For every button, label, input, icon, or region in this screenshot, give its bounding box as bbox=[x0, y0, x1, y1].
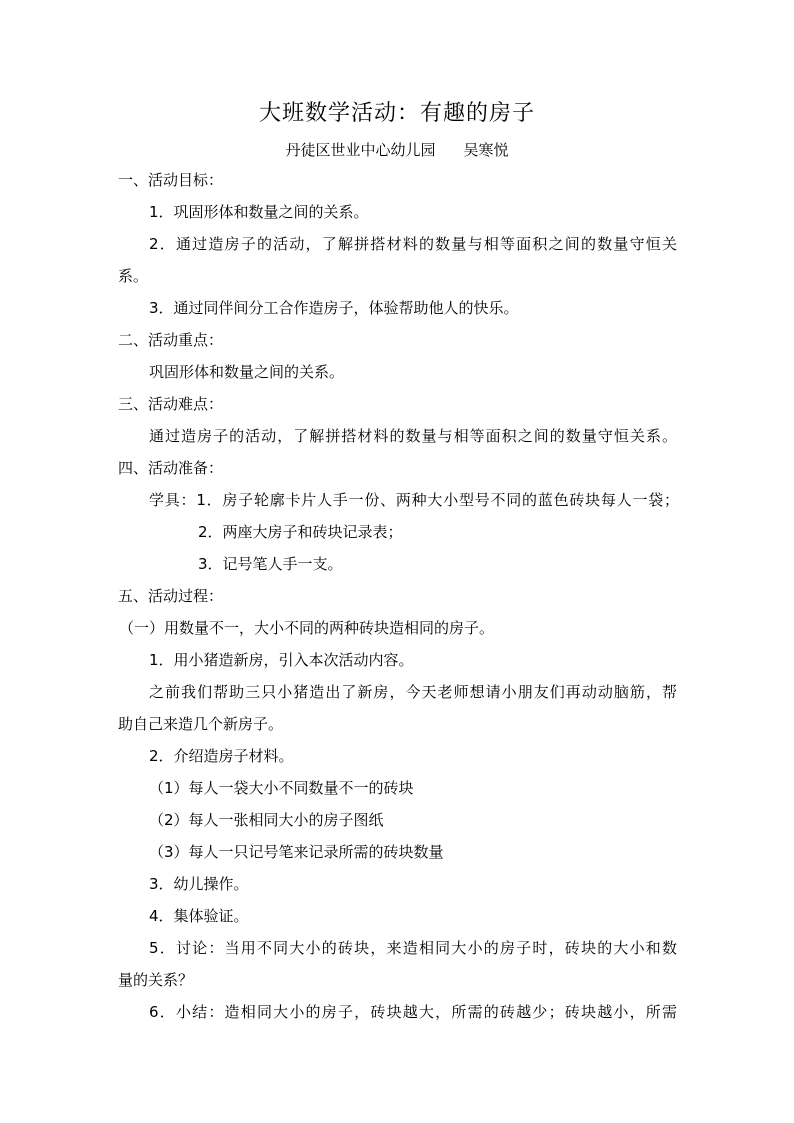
author-line bbox=[0, 138, 794, 162]
process-part-1: （一）用数量不一，大小不同的两种砖块造相同的房子。 bbox=[119, 619, 495, 637]
author-name: 吴寒悦 bbox=[463, 141, 509, 159]
section-heading-goals: 一、活动目标： bbox=[118, 171, 224, 189]
goal-item-2-cont: 系。 bbox=[118, 267, 149, 285]
difficulty-text: 通过造房子的活动，了解拼搭材料的数量与相等面积之间的数量守恒关系。 bbox=[149, 427, 677, 445]
focus-text: 巩固形体和数量之间的关系。 bbox=[149, 363, 345, 381]
material-item-2: （2）每人一张相同大小的房子图纸 bbox=[149, 811, 384, 829]
goal-item-2: 2．通过造房子的活动，了解拼搭材料的数量与相等面积之间的数量守恒关 bbox=[149, 235, 677, 253]
process-step-2: 2．介绍造房子材料。 bbox=[149, 747, 294, 765]
prep-item-2: 2．两座大房子和砖块记录表； bbox=[198, 523, 403, 541]
goal-item-1: 1．巩固形体和数量之间的关系。 bbox=[149, 203, 369, 221]
process-paragraph-cont: 助自己来造几个新房子。 bbox=[118, 715, 284, 733]
section-heading-process: 五、活动过程： bbox=[118, 587, 224, 605]
prep-item-1: 学具：1．房子轮廓卡片人手一份、两种大小型号不同的蓝色砖块每人一袋； bbox=[149, 491, 679, 509]
process-paragraph: 之前我们帮助三只小猪造出了新房，今天老师想请小朋友们再动动脑筋，帮 bbox=[149, 683, 677, 701]
school-name: 丹徒区世业中心幼儿园 bbox=[285, 141, 436, 159]
section-heading-preparation: 四、活动准备： bbox=[118, 459, 224, 477]
section-heading-difficulty: 三、活动难点： bbox=[118, 395, 224, 413]
document-title: 大班数学活动：有趣的房子 bbox=[258, 101, 535, 126]
process-step-1: 1．用小猪造新房，引入本次活动内容。 bbox=[149, 651, 414, 669]
section-heading-focus: 二、活动重点： bbox=[118, 331, 224, 349]
process-step-4: 4．集体验证。 bbox=[149, 907, 249, 925]
process-step-3: 3．幼儿操作。 bbox=[149, 875, 249, 893]
process-step-6: 6．小结：造相同大小的房子，砖块越大，所需的砖越少；砖块越小，所需 bbox=[149, 1003, 677, 1021]
process-step-5-cont: 量的关系？ bbox=[118, 971, 194, 989]
process-step-5: 5．讨论：当用不同大小的砖块，来造相同大小的房子时，砖块的大小和数 bbox=[149, 939, 677, 957]
material-item-1: （1）每人一袋大小不同数量不一的砖块 bbox=[149, 779, 414, 797]
material-item-3: （3）每人一只记号笔来记录所需的砖块数量 bbox=[149, 843, 444, 861]
goal-item-3: 3．通过同伴间分工合作造房子，体验帮助他人的快乐。 bbox=[149, 299, 519, 317]
prep-item-3: 3．记号笔人手一支。 bbox=[198, 555, 343, 573]
